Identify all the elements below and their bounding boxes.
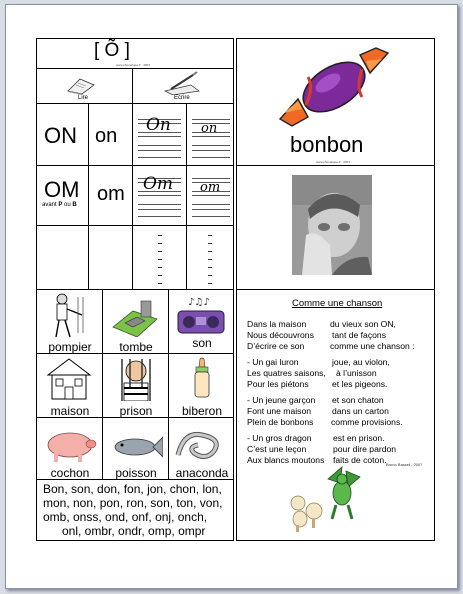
print-upper-on: ON <box>44 123 77 148</box>
book-icon <box>66 73 96 95</box>
prisoner-icon <box>118 357 154 401</box>
candy-icon <box>278 47 390 127</box>
house-icon <box>46 357 92 401</box>
script-lower-on: on <box>201 121 218 136</box>
sound-symbol: [ Õ ] <box>94 40 130 61</box>
sheep-icon <box>288 491 326 533</box>
vocab-word-son: son <box>192 336 212 350</box>
print-lower-on: on <box>95 125 118 147</box>
baby-bottle-icon <box>191 357 213 399</box>
vocab-word-anaconda: anaconda <box>175 466 229 480</box>
script-upper-om: Om <box>143 174 174 194</box>
word-list-line-1: Bon, son, don, fon, jon, chon, lon, <box>43 482 222 496</box>
word-list-line-4: onl, ombr, ondr, omp, ompr <box>62 524 206 538</box>
svg-text:♪♫♪: ♪♫♪ <box>188 297 210 308</box>
dragon-icon <box>322 465 362 521</box>
boy-photo <box>292 175 372 275</box>
vocab-word-tombe: tombe <box>119 340 153 354</box>
om-note: avant P ou B <box>42 202 77 208</box>
read-label: Lire <box>78 95 89 101</box>
pen-icon <box>161 71 201 95</box>
word-list-line-3: omb, onss, ond, onf, onj, onch, <box>43 510 208 524</box>
radio-icon <box>174 295 230 337</box>
worksheet-page: [ Õ ] www.phonetique.fr · 2007 Lire Ecrire ON on On on OM avant P ou B om Om om bonbon www.phonetique.fr · 2007 pompier tombe ♪♫♪ son maison prison biberon cochon poisson anaconda Bon, son, don, fon, jon, chon, lon, mon, non, pon, ron, son, ton, von, omb, onss, ond, onf, onj, onch, onl, ombr, ondr, omp, ompr Comme une chanson Dans la maison du vieux son ON, Nous découvrons tant de façons D’écrire ce son comme une chanson : - Un gai luron joue, au violon, Les quatres saisons, à l’unisson Pour les piétons et les pigeons. - Un jeune garçon et son chaton Font une maison dans un carton Plein de bonbons comme provisions. - Un gros dragon est en prison. C’est une leçon pour dire pardon Aux blancs moutons faits de coton. Bruno Basset - 2007 <box>5 4 458 589</box>
tomb-icon <box>111 297 159 337</box>
vocab-word-biberon: biberon <box>181 404 223 418</box>
print-upper-om: OM <box>44 177 80 202</box>
fish-icon <box>111 433 163 461</box>
script-upper-on: On <box>146 115 171 135</box>
vocab-word-cochon: cochon <box>50 466 90 480</box>
vocab-word-poisson: poisson <box>115 466 157 480</box>
snake-icon <box>174 425 228 465</box>
pig-icon <box>44 427 98 463</box>
script-lower-om: om <box>200 180 221 195</box>
song-title: Comme une chanson <box>292 298 383 309</box>
print-lower-om: om <box>97 183 125 205</box>
vocab-word-prison: prison <box>119 404 153 418</box>
song-credit: Bruno Basset - 2007 <box>386 462 423 467</box>
vocab-word-pompier: pompier <box>48 340 92 354</box>
vocab-word-maison: maison <box>50 404 90 418</box>
illustration-word: bonbon <box>290 132 364 157</box>
word-list-line-2: mon, non, pon, ron, son, ton, von, <box>43 496 223 510</box>
firefighter-icon <box>50 293 86 339</box>
write-label: Ecrire <box>174 95 190 101</box>
